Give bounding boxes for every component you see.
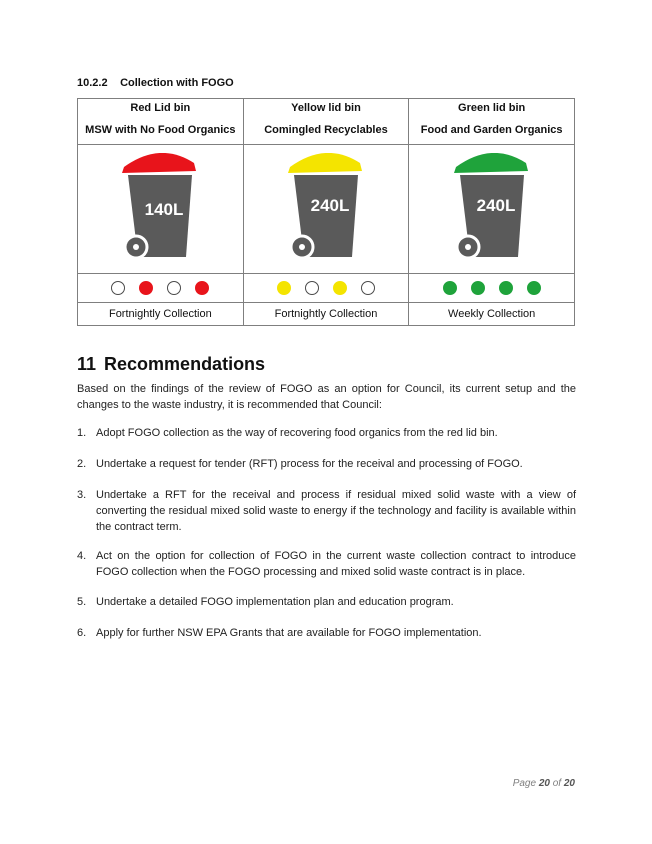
bin-content-label: Comingled Recyclables <box>264 124 388 136</box>
list-item-number: 6. <box>77 627 87 639</box>
list-item <box>77 594 576 610</box>
list-item <box>77 456 576 472</box>
list-item-text: Undertake a RFT for the receival and process if residual mixed solid waste with a view of converting the residual mixed solid waste to energy if the technology and facility is available within the contract term. <box>96 489 576 533</box>
bin-image-cell <box>409 145 575 274</box>
section-number: 11 <box>77 354 97 374</box>
bin-wheel-hub <box>133 244 139 250</box>
subsection-heading <box>77 77 234 89</box>
list-item-number: 3. <box>77 489 87 501</box>
subsection-number: 10.2.2 <box>77 77 108 89</box>
schedule-dot <box>333 281 347 295</box>
list-item-text: Undertake a detailed FOGO implementation plan and education program. <box>96 596 454 608</box>
bin-lid-label: Green lid bin <box>458 102 526 114</box>
wheelie-bin-icon <box>446 153 538 265</box>
bin-lid-label: Yellow lid bin <box>291 102 361 114</box>
frequency-cell: Fortnightly Collection <box>78 303 244 326</box>
page-footer <box>513 778 575 789</box>
page-label: Page <box>512 778 537 789</box>
wheelie-bin-icon <box>114 153 206 265</box>
bin-header-red <box>78 99 244 145</box>
of-label: of <box>552 778 562 789</box>
bin-image-cell <box>78 145 244 274</box>
bin-image-cell <box>243 145 409 274</box>
list-item <box>77 625 576 641</box>
schedule-dot <box>195 281 209 295</box>
bin-wheel-hub <box>465 244 471 250</box>
list-item <box>77 425 576 441</box>
subsection-title: Collection with FOGO <box>120 77 234 89</box>
list-item-number: 4. <box>77 550 87 562</box>
bin-wheel-hub <box>299 244 305 250</box>
schedule-dots <box>78 281 243 295</box>
list-item-text: Adopt FOGO collection as the way of recovering food organics from the red lid bin. <box>96 427 498 439</box>
schedule-dot <box>167 281 181 295</box>
schedule-dot <box>139 281 153 295</box>
bin-header-green <box>409 99 575 145</box>
bin-volume: 240L <box>310 196 350 215</box>
bin-schedule-row <box>78 274 575 303</box>
list-item-number: 5. <box>77 596 87 608</box>
schedule-dots <box>409 281 574 295</box>
bin-image-row <box>78 145 575 274</box>
bin-table <box>77 98 575 326</box>
schedule-dot <box>527 281 541 295</box>
intro-paragraph: Based on the findings of the review of FOGO as an option for Council, its current setup and the changes to the waste industry, it is recommended that Council: <box>77 383 576 411</box>
section-heading <box>77 354 265 375</box>
bin-volume: 140L <box>144 200 184 219</box>
schedule-dot <box>305 281 319 295</box>
schedule-dot <box>361 281 375 295</box>
wheelie-bin-icon <box>280 153 372 265</box>
schedule-dot <box>111 281 125 295</box>
schedule-dot <box>471 281 485 295</box>
list-item <box>77 548 576 580</box>
frequency-cell: Fortnightly Collection <box>243 303 409 326</box>
schedule-cell <box>243 274 409 303</box>
page-total: 20 <box>563 778 575 789</box>
bin-lid <box>122 153 196 173</box>
frequency-cell: Weekly Collection <box>409 303 575 326</box>
bin-lid-label: Red Lid bin <box>130 102 191 114</box>
schedule-dots <box>244 281 409 295</box>
section-title: Recommendations <box>104 354 266 374</box>
schedule-cell <box>78 274 244 303</box>
bin-content-label: Food and Garden Organics <box>420 124 563 136</box>
bin-volume: 240L <box>476 196 516 215</box>
list-item-text: Apply for further NSW EPA Grants that are available for FOGO implementation. <box>96 627 482 639</box>
schedule-dot <box>277 281 291 295</box>
list-item-text: Act on the option for collection of FOGO in the current waste collection contract to introduce FOGO collection when the FOGO processing and mixed solid waste contract is in place. <box>96 550 576 578</box>
schedule-dot <box>499 281 513 295</box>
list-item-text: Undertake a request for tender (RFT) process for the receival and processing of FOGO. <box>96 458 523 470</box>
bin-header-row <box>78 99 575 145</box>
bin-header-yellow <box>243 99 409 145</box>
page-number: 20 <box>538 778 550 789</box>
bin-content-label: MSW with No Food Organics <box>85 124 236 136</box>
list-item-number: 1. <box>77 427 87 439</box>
list-item-number: 2. <box>77 458 87 470</box>
schedule-dot <box>443 281 457 295</box>
schedule-cell <box>409 274 575 303</box>
bin-lid <box>454 153 528 173</box>
bin-frequency-row <box>78 303 575 326</box>
list-item <box>77 487 576 535</box>
bin-lid <box>288 153 362 173</box>
